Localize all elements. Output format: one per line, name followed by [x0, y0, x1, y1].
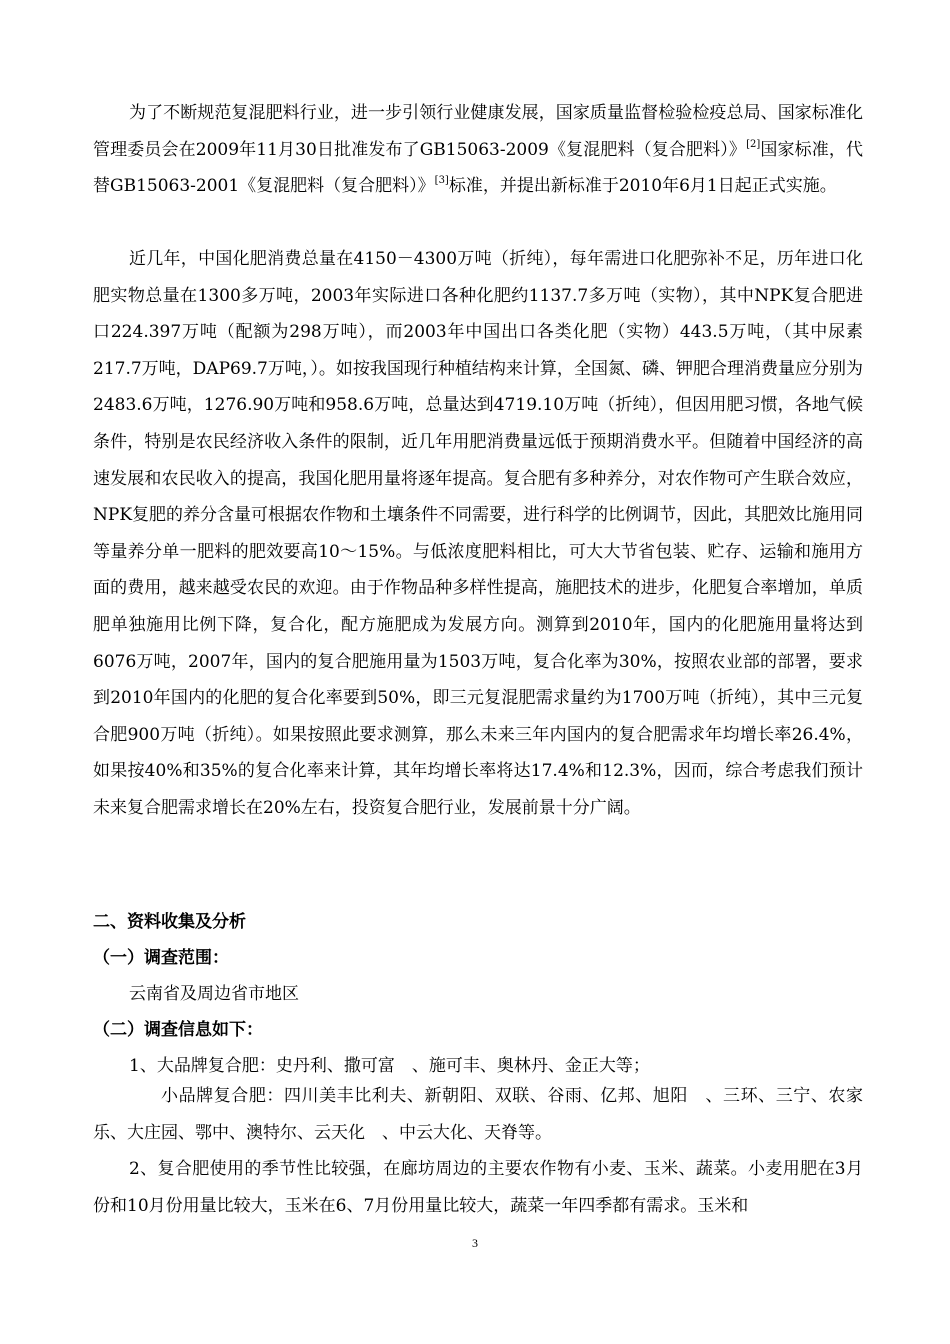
scope-text: 云南省及周边省市地区 — [129, 984, 299, 1004]
subsection-heading-info: （二）调查信息如下： — [93, 1020, 263, 1040]
paragraph-text: 国家标准，代替GB15063-2001《复混肥料（复合肥料）》 — [93, 139, 864, 197]
paragraph-standard — [93, 95, 863, 205]
paragraph-market-analysis: 近几年，中国化肥消费总量在4150－4300万吨（折纯），每年需进口化肥弥补不足，历年进口化肥实物总量在1300多万吨，2003年实际进口各种化肥约1137.7多万吨（实物），其中NPK复合肥进口224.397万吨（配额为298万吨），而2003年中国出口各类化肥（实物）443.5万吨，（其中尿素217.7万吨，DAP69.7万吨，）。如按我国现行种植结构来计算，全国氮、磷、钾肥合理消费量应分别为2483.6万吨，1276.90万吨和958.6万吨，总量达到4719.10万吨（折纯），但因用肥习惯，各地气候条件，特别是农民经济收入条件的限制，近几年用肥消费量远低于预期消费水平。但随着中国经济的高速发展和农民收入的提高，我国化肥用量将逐年提高。复合肥有多种养分，对农作物可产生联合效应，NPK复肥的养分含量可根据农作物和土壤条件不同需要，进行科学的比例调节，因此，其肥效比施用同等量养分单一肥料的肥效要高10～15%。与低浓度肥料相比，可大大节省包装、贮存、运输和施用方面的费用，越来越受农民的欢迎。由于作物品种多样性提高，施肥技术的进步，化肥复合率增加，单质肥单独施用比例下降，复合化，配方施肥成为发展方向。测算到2010年，国内的化肥施用量将达到6076万吨，2007年，国内的复合肥施用量为1503万吨，复合化率为30%，按照农业部的部署，要求到2010年国内的化肥的复合化率要到50%，即三元复混肥需求量约为1700万吨（折纯），其中三元复合肥900万吨（折纯）。如果按照此要求测算，那么未来三年内国内的复合肥需求年均增长率26.4%，如果按40%和35%的复合化率来计算，其年均增长率将达17.4%和12.3%，因而，综合考虑我们预计未来复合肥需求增长在20%左右，投资复合肥行业，发展前景十分广阔。 — [93, 249, 864, 818]
section-heading: 二、资料收集及分析 — [93, 912, 246, 932]
list-item-major-brands: 1、大品牌复合肥：史丹利、撒可富 、施可丰、奥林丹、金正大等； — [129, 1056, 650, 1076]
citation-ref: [2] — [746, 138, 761, 150]
subsection-heading-scope: （一）调查范围： — [93, 948, 229, 968]
paragraph-text: 标准，并提出新标准于2010年6月1日起正式实施。 — [448, 176, 837, 197]
list-item-seasonality: 2、复合肥使用的季节性比较强，在廊坊周边的主要农作物有小麦、玉米、蔬菜。小麦用肥在3月份和10月份用量比较大，玉米在6、7月份用量比较大，蔬菜一年四季都有需求。玉米和 — [93, 1159, 863, 1216]
list-item-minor-brands: 小品牌复合肥：四川美丰比利夫、新朝阳、双联、谷雨、亿邦、旭阳 、三环、三宁、农家乐、大庄园、鄂中、澳特尔、云天化 、中云大化、天脊等。 — [93, 1086, 863, 1143]
citation-ref: [3] — [434, 175, 449, 187]
page-number: 3 — [472, 1236, 478, 1250]
paragraph-text: 为了不断规范复混肥料行业，进一步引领行业健康发展，国家质量监督检验检疫总局、国家标准化管理委员会在2009年11月30日批准发布了GB15063-2009《复混肥料（复合肥料）》 — [93, 103, 863, 160]
